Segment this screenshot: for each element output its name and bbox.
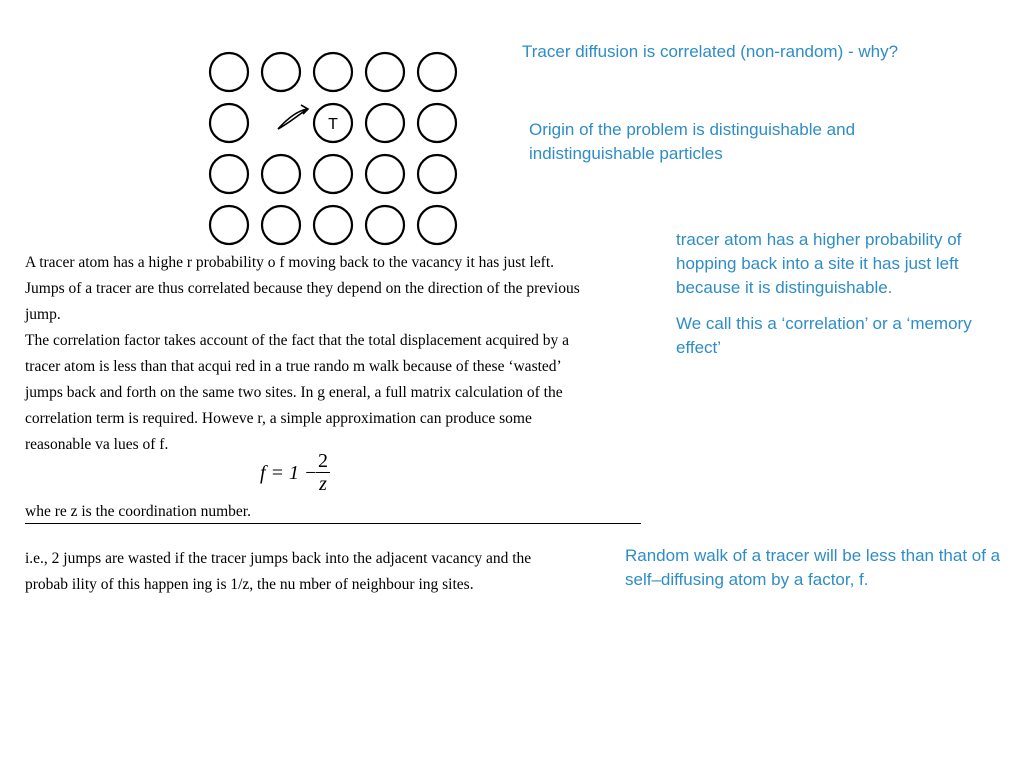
lattice-atom — [366, 206, 404, 244]
body-line: A tracer atom has a highe r probability o f moving back to the vacancy it has just left. — [25, 254, 554, 271]
tracer-label: T — [328, 116, 338, 133]
heading: Tracer diffusion is correlated (non-random) - why? — [522, 42, 899, 61]
lattice-diagram — [200, 42, 470, 252]
lattice-atom — [314, 206, 352, 244]
ie-line: i.e., 2 jumps are wasted if the tracer jumps back into the adjacent vacancy and the — [25, 550, 532, 567]
body-line: Jumps of a tracer are thus correlated because they depend on the direction of the previous — [25, 280, 580, 297]
origin-text: Origin of the problem is distinguishable and indistinguishable particles — [529, 120, 856, 163]
divider — [25, 523, 641, 524]
body-line: The correlation factor takes account of the fact that the total displacement acquired by a — [25, 332, 569, 349]
lattice-atom — [418, 104, 456, 142]
ie-line: probab ility of this happen ing is 1/z, the nu mber of neighbour ing sites. — [25, 576, 474, 593]
formula-numerator: 2 — [318, 450, 328, 472]
where-line: whe re z is the coordination number. — [25, 503, 251, 520]
lattice-atom — [366, 53, 404, 91]
formula-lhs: f = 1 − — [260, 462, 318, 484]
lattice-atom — [210, 206, 248, 244]
lattice-atom — [262, 53, 300, 91]
side-notes — [676, 228, 976, 360]
ie-text — [25, 546, 531, 598]
body-line: reasonable va lues of f. — [25, 436, 169, 453]
jump-arrow — [278, 109, 307, 129]
body-line: jumps back and forth on the same two sites. In g eneral, a full matrix calculation of the — [25, 384, 563, 401]
formula-denominator: z — [319, 473, 327, 495]
lattice-atom — [418, 155, 456, 193]
side-note-distinguishable: tracer atom has a higher probability of hopping back into a site it has just left because it is distinguishable. — [676, 230, 962, 297]
lattice-atom — [314, 155, 352, 193]
lattice-atom — [262, 155, 300, 193]
lattice-atom — [366, 155, 404, 193]
conclusion-text: Random walk of a tracer will be less than that of a self–diffusing atom by a factor, f. — [625, 546, 1001, 589]
lattice-atom — [418, 206, 456, 244]
lattice-atom — [210, 155, 248, 193]
body-line: correlation term is required. Howeve r, a simple approximation can produce some — [25, 410, 532, 427]
body-line: tracer atom is less than that acqui red in a true rando m walk because of these ‘wasted’ — [25, 358, 562, 375]
lattice-atom — [366, 104, 404, 142]
side-note-correlation: We call this a ‘correlation’ or a ‘memory effect’ — [676, 314, 972, 357]
body-line: jump. — [25, 306, 61, 323]
lattice-atom — [418, 53, 456, 91]
formula-fraction — [316, 450, 330, 495]
lattice-atom — [210, 53, 248, 91]
lattice-atom — [262, 206, 300, 244]
lattice-atom — [314, 53, 352, 91]
explanation-text — [25, 250, 645, 458]
lattice-atom — [210, 104, 248, 142]
